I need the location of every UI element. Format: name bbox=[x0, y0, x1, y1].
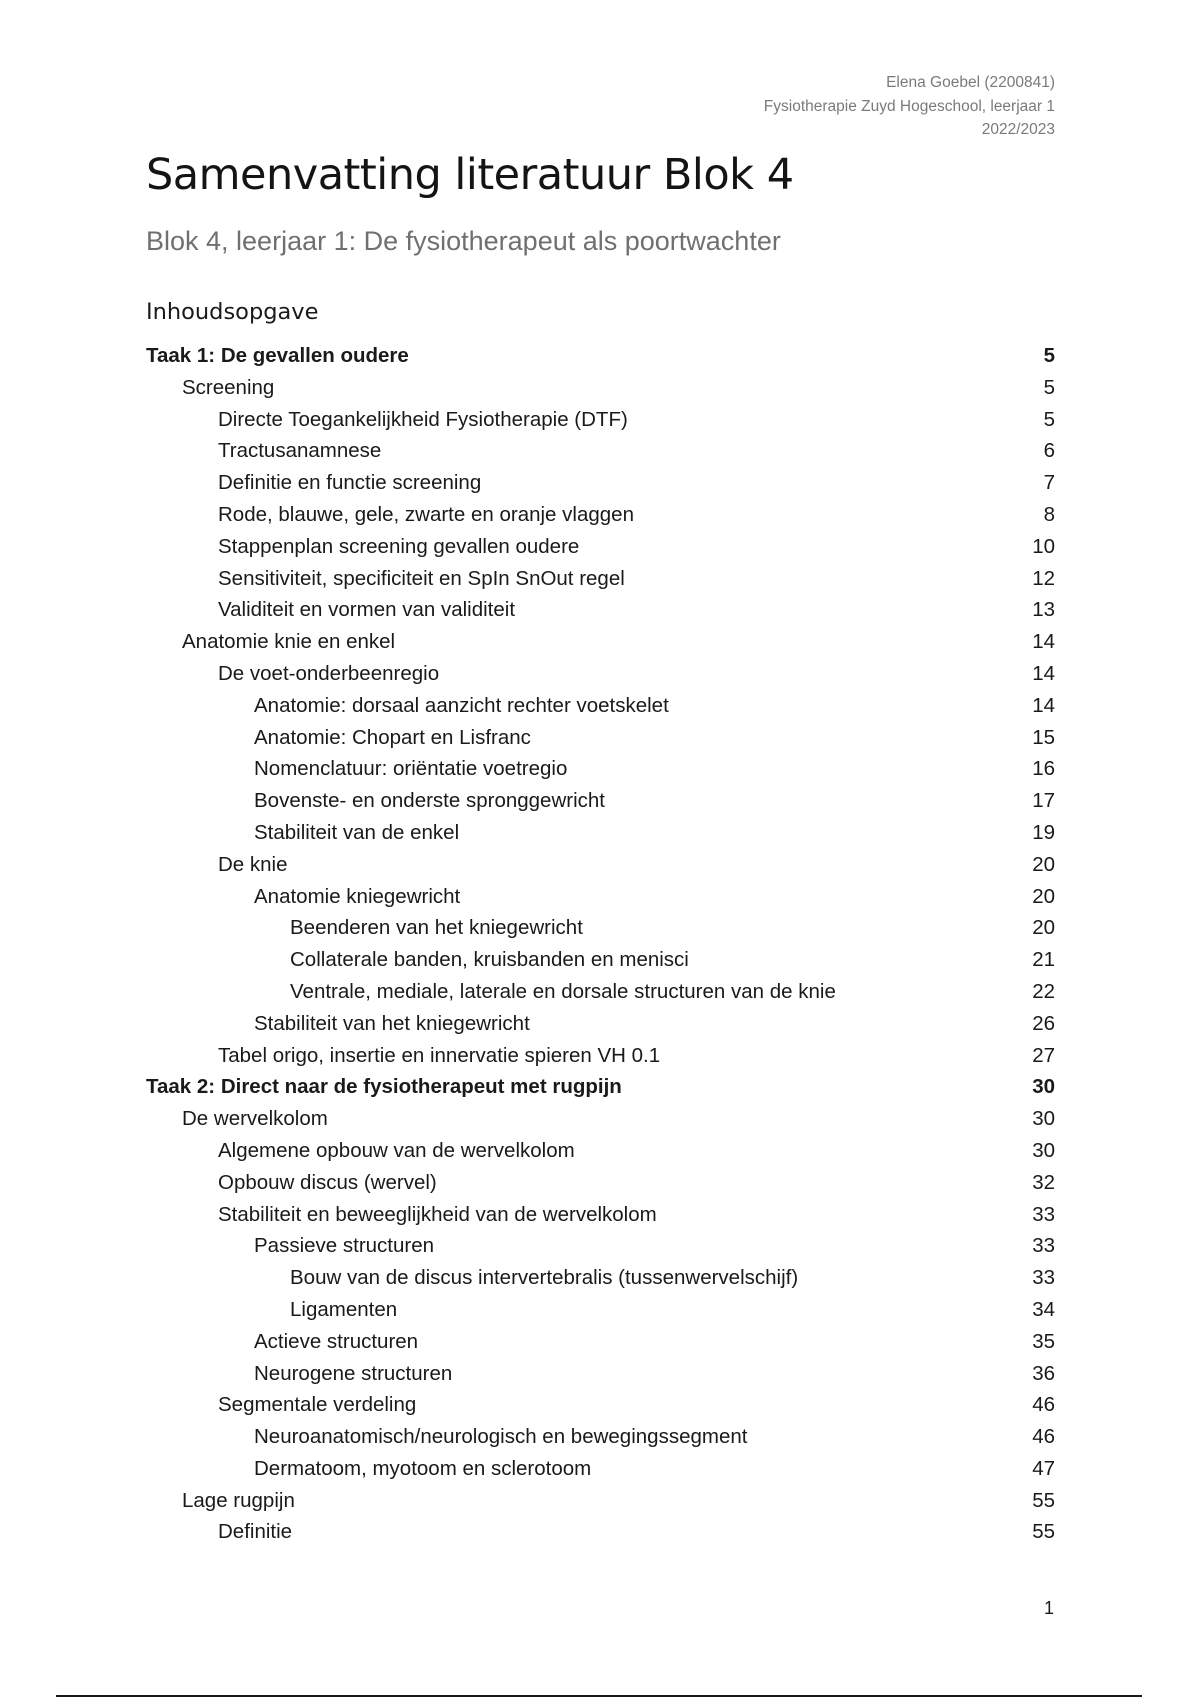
toc-entry[interactable] bbox=[146, 1071, 1055, 1103]
toc-entry[interactable] bbox=[146, 372, 1055, 404]
toc-entry[interactable] bbox=[146, 1135, 1055, 1167]
toc-entry-page: 55 bbox=[1032, 1488, 1055, 1512]
toc-entry-page: 30 bbox=[1032, 1075, 1055, 1099]
toc-entry-page: 5 bbox=[1043, 344, 1055, 367]
toc-entry[interactable] bbox=[146, 1230, 1055, 1262]
toc-entry[interactable] bbox=[146, 753, 1055, 785]
toc-entry-title: Bouw van de discus intervertebralis (tussenwervelschijf) bbox=[290, 1266, 799, 1290]
toc-entry-page: 47 bbox=[1032, 1456, 1055, 1480]
document-title: Samenvatting literatuur Blok 4 bbox=[146, 150, 794, 200]
toc-entry-title: Stabiliteit van het kniegewricht bbox=[254, 1011, 530, 1035]
toc-entry-title: Rode, blauwe, gele, zwarte en oranje vlaggen bbox=[218, 502, 634, 526]
toc-entry[interactable] bbox=[146, 1358, 1055, 1390]
toc-entry-title: Dermatoom, myotoom en sclerotoom bbox=[254, 1456, 592, 1480]
toc-entry[interactable] bbox=[146, 944, 1055, 976]
year-line: 2022/2023 bbox=[981, 121, 1055, 138]
toc-entry-title: Ligamenten bbox=[290, 1297, 398, 1321]
institution-line: Fysiotherapie Zuyd Hogeschool, leerjaar 1 bbox=[763, 97, 1055, 115]
toc-entry-title: Passieve structuren bbox=[254, 1234, 435, 1258]
toc-entry-page: 55 bbox=[1032, 1520, 1055, 1544]
toc-entry-title: Screening bbox=[182, 375, 275, 399]
toc-entry-page: 27 bbox=[1032, 1043, 1055, 1067]
toc-entry-page: 46 bbox=[1032, 1393, 1055, 1417]
toc-entry-page: 33 bbox=[1032, 1266, 1055, 1290]
toc-entry-title: Actieve structuren bbox=[254, 1329, 419, 1353]
toc-entry-title: Beenderen van het kniegewricht bbox=[290, 916, 583, 940]
toc-entry-title: Segmentale verdeling bbox=[218, 1393, 417, 1417]
toc-entry-title: Sensitiviteit, specificiteit en SpIn SnOut regel bbox=[218, 566, 625, 590]
toc-entry-page: 36 bbox=[1032, 1361, 1055, 1385]
toc-entry[interactable] bbox=[146, 976, 1055, 1008]
toc-entry-page: 46 bbox=[1032, 1425, 1055, 1449]
toc-entry-title: Anatomie: dorsaal aanzicht rechter voetskelet bbox=[254, 693, 669, 717]
toc-entry-title: Anatomie kniegewricht bbox=[254, 884, 461, 908]
toc-entry-page: 16 bbox=[1032, 757, 1055, 781]
toc-entry[interactable] bbox=[146, 658, 1055, 690]
toc-entry-page: 8 bbox=[1043, 502, 1055, 526]
toc-entry-page: 12 bbox=[1032, 566, 1055, 590]
toc-entry-title: Neurogene structuren bbox=[254, 1361, 453, 1385]
toc-entry[interactable] bbox=[146, 626, 1055, 658]
toc-entry[interactable] bbox=[146, 1294, 1055, 1326]
toc-entry-page: 33 bbox=[1032, 1202, 1055, 1226]
toc-entry[interactable] bbox=[146, 817, 1055, 849]
toc-entry[interactable] bbox=[146, 849, 1055, 881]
toc-entry-title: De knie bbox=[218, 852, 288, 876]
toc-entry[interactable] bbox=[146, 1453, 1055, 1485]
toc-entry-title: Bovenste- en onderste spronggewricht bbox=[254, 789, 605, 813]
toc-heading: Inhoudsopgave bbox=[146, 299, 319, 325]
toc-entry[interactable] bbox=[146, 435, 1055, 467]
toc-entry[interactable] bbox=[146, 1199, 1055, 1231]
toc-entry-page: 33 bbox=[1032, 1234, 1055, 1258]
toc-entry-page: 14 bbox=[1032, 693, 1055, 717]
toc-entry-page: 22 bbox=[1032, 979, 1055, 1003]
toc-entry-page: 5 bbox=[1043, 375, 1055, 399]
toc-entry-page: 34 bbox=[1032, 1297, 1055, 1321]
toc-entry-page: 14 bbox=[1032, 661, 1055, 685]
toc-entry-page: 32 bbox=[1032, 1170, 1055, 1194]
header-info bbox=[764, 71, 1055, 142]
toc-entry-page: 30 bbox=[1032, 1107, 1055, 1131]
toc-entry-title: Stabiliteit van de enkel bbox=[254, 820, 460, 844]
toc-entry-page: 26 bbox=[1032, 1011, 1055, 1035]
toc-entry[interactable] bbox=[146, 594, 1055, 626]
toc-entry[interactable] bbox=[146, 499, 1055, 531]
toc-entry-title: Anatomie knie en enkel bbox=[182, 630, 396, 654]
author-line: Elena Goebel (2200841) bbox=[886, 74, 1055, 91]
toc-entry-page: 19 bbox=[1032, 820, 1055, 844]
toc-entry[interactable] bbox=[146, 563, 1055, 595]
toc-entry-page: 20 bbox=[1032, 852, 1055, 876]
toc-entry[interactable] bbox=[146, 722, 1055, 754]
toc-entry[interactable] bbox=[146, 1040, 1055, 1072]
toc-entry-title: Tabel origo, insertie en innervatie spieren VH 0.1 bbox=[218, 1043, 661, 1067]
toc-entry[interactable] bbox=[146, 531, 1055, 563]
toc-entry[interactable] bbox=[146, 467, 1055, 499]
toc-entry-page: 15 bbox=[1032, 725, 1055, 749]
toc-entry[interactable] bbox=[146, 1262, 1055, 1294]
toc-entry-title: De voet-onderbeenregio bbox=[218, 661, 440, 685]
toc-entry-page: 20 bbox=[1032, 884, 1055, 908]
toc-entry-title: Directe Toegankelijkheid Fysiotherapie (DTF) bbox=[218, 407, 628, 431]
toc-entry-title: Tractusanamnese bbox=[218, 439, 382, 463]
toc-entry[interactable] bbox=[146, 340, 1055, 372]
toc-entry-title: Validiteit en vormen van validiteit bbox=[218, 598, 516, 622]
toc-entry[interactable] bbox=[146, 881, 1055, 913]
toc-entry-title: Neuroanatomisch/neurologisch en bewegingssegment bbox=[254, 1425, 748, 1449]
toc-entry[interactable] bbox=[146, 1516, 1055, 1548]
toc-entry-page: 20 bbox=[1032, 916, 1055, 940]
document-subtitle: Blok 4, leerjaar 1: De fysiotherapeut als poortwachter bbox=[146, 226, 781, 256]
toc-entry-page: 21 bbox=[1032, 948, 1055, 972]
toc-entry-page: 13 bbox=[1032, 598, 1055, 622]
toc-entry-title: Stappenplan screening gevallen oudere bbox=[218, 534, 580, 558]
toc-entry-title: Lage rugpijn bbox=[182, 1488, 295, 1512]
toc-entry-page: 14 bbox=[1032, 630, 1055, 654]
toc-entry[interactable] bbox=[146, 690, 1055, 722]
toc-entry[interactable] bbox=[146, 1389, 1055, 1421]
toc-entry-page: 10 bbox=[1032, 534, 1055, 558]
toc-entry-title: De wervelkolom bbox=[182, 1107, 328, 1131]
toc-entry-page: 17 bbox=[1032, 789, 1055, 813]
table-of-contents bbox=[146, 340, 1055, 1548]
toc-entry-title: Algemene opbouw van de wervelkolom bbox=[218, 1138, 575, 1162]
toc-entry-page: 6 bbox=[1043, 439, 1055, 463]
toc-entry-title: Definitie en functie screening bbox=[218, 471, 482, 495]
toc-entry-title: Definitie bbox=[218, 1520, 293, 1544]
toc-entry[interactable] bbox=[146, 1485, 1055, 1517]
toc-entry[interactable] bbox=[146, 1167, 1055, 1199]
toc-entry-title: Ventrale, mediale, laterale en dorsale structuren van de knie bbox=[290, 979, 836, 1003]
toc-entry-title: Opbouw discus (wervel) bbox=[218, 1170, 437, 1194]
toc-entry-page: 7 bbox=[1043, 471, 1055, 495]
toc-entry[interactable] bbox=[146, 785, 1055, 817]
toc-entry-title: Taak 2: Direct naar de fysiotherapeut met rugpijn bbox=[146, 1075, 622, 1099]
toc-entry-title: Collaterale banden, kruisbanden en menisci bbox=[290, 948, 689, 972]
toc-entry-title: Taak 1: De gevallen oudere bbox=[146, 344, 409, 367]
toc-entry-title: Nomenclatuur: oriëntatie voetregio bbox=[254, 757, 568, 781]
page-bottom-rule bbox=[56, 1695, 1142, 1697]
toc-entry[interactable] bbox=[146, 404, 1055, 436]
toc-entry-title: Anatomie: Chopart en Lisfranc bbox=[254, 725, 531, 749]
toc-entry[interactable] bbox=[146, 1326, 1055, 1358]
page-number: 1 bbox=[1043, 1598, 1054, 1618]
toc-entry[interactable] bbox=[146, 1103, 1055, 1135]
toc-entry[interactable] bbox=[146, 1421, 1055, 1453]
toc-entry-page: 35 bbox=[1032, 1329, 1055, 1353]
toc-entry-title: Stabiliteit en beweeglijkheid van de wervelkolom bbox=[218, 1202, 657, 1226]
toc-entry-page: 5 bbox=[1043, 407, 1055, 431]
toc-entry[interactable] bbox=[146, 1008, 1055, 1040]
toc-entry[interactable] bbox=[146, 912, 1055, 944]
toc-entry-page: 30 bbox=[1032, 1138, 1055, 1162]
